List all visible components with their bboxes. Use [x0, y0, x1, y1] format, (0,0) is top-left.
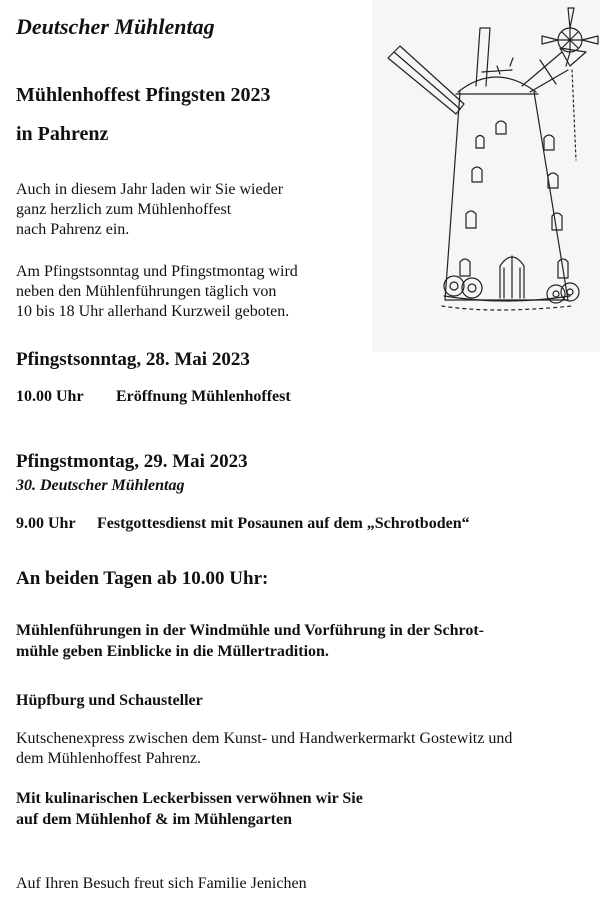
intro-paragraph-1	[16, 180, 283, 240]
food-line: Mit kulinarischen Leckerbissen verwöhnen wir Sie	[16, 790, 363, 807]
tours-line: Mühlenführungen in der Windmühle und Vorführung in der Schrot-	[16, 622, 484, 639]
day2-event: Festgottesdienst mit Posaunen auf dem „Schrotboden“	[97, 515, 470, 532]
day2-program-row	[16, 513, 470, 534]
closing-line: Auf Ihren Besuch freut sich Familie Jenichen	[16, 875, 307, 892]
day1-time: 10.00 Uhr	[16, 388, 84, 405]
intro-p1-line: Auch in diesem Jahr laden wir Sie wieder	[16, 181, 284, 198]
day2-subheading: 30. Deutscher Mühlentag	[16, 477, 185, 494]
intro-paragraph-2	[16, 262, 298, 322]
windmill-sketch-icon	[372, 0, 600, 352]
fun-line: Hüpfburg und Schausteller	[16, 692, 203, 709]
day2-heading: Pfingstmontag, 29. Mai 2023	[16, 451, 248, 472]
day1-event: Eröffnung Mühlenhoffest	[116, 388, 291, 405]
intro-p1-line: nach Pahrenz ein.	[16, 221, 130, 238]
food-paragraph	[16, 788, 363, 830]
coach-line: Kutschenexpress zwischen dem Kunst- und Handwerkermarkt Gostewitz und	[16, 730, 513, 747]
intro-p1-line: ganz herzlich zum Mühlenhoffest	[16, 201, 232, 218]
title-line-2: in Pahrenz	[16, 123, 109, 145]
tours-line: mühle geben Einblicke in die Müllertradition.	[16, 643, 329, 660]
day2-time: 9.00 Uhr	[16, 515, 76, 532]
intro-p2-line: 10 bis 18 Uhr allerhand Kurzweil geboten.	[16, 303, 290, 320]
food-line: auf dem Mühlenhof & im Mühlengarten	[16, 811, 292, 828]
title-line-1: Mühlenhoffest Pfingsten 2023	[16, 84, 271, 106]
day1-program-row	[16, 386, 291, 407]
intro-p2-line: neben den Mühlenführungen täglich von	[16, 283, 277, 300]
tours-paragraph	[16, 620, 484, 662]
coach-line: dem Mühlenhoffest Pahrenz.	[16, 750, 201, 767]
both-days-heading: An beiden Tagen ab 10.00 Uhr:	[16, 568, 269, 589]
coach-paragraph	[16, 729, 512, 769]
intro-p2-line: Am Pfingstsonntag und Pfingstmontag wird	[16, 263, 298, 280]
kicker: Deutscher Mühlentag	[16, 14, 215, 39]
day1-heading: Pfingstsonntag, 28. Mai 2023	[16, 349, 250, 370]
